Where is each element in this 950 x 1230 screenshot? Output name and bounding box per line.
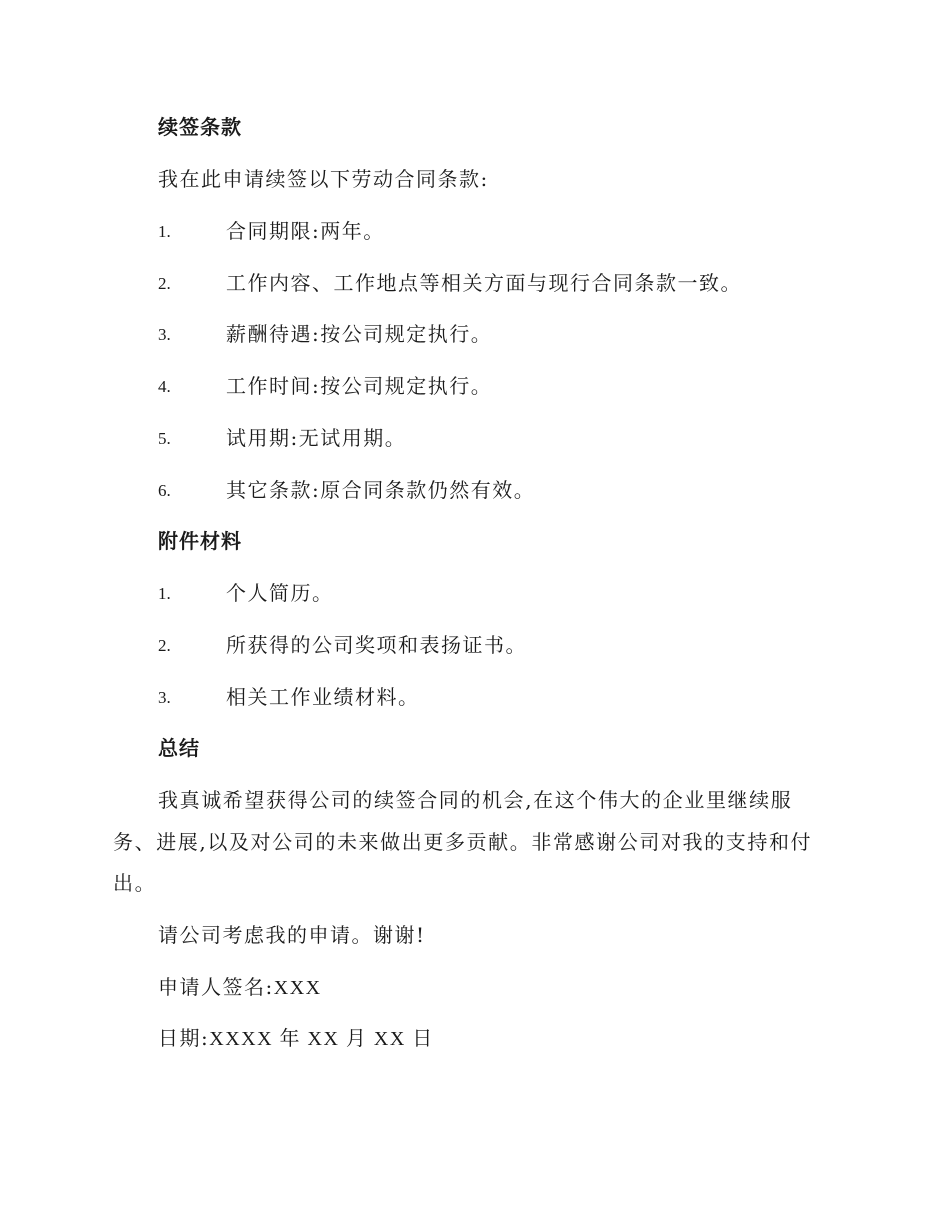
list-text: 所获得的公司奖项和表扬证书。 <box>226 633 527 657</box>
list-number: 2. <box>158 636 171 655</box>
section-heading-renewal-terms: 续签条款 <box>158 115 242 139</box>
list-number: 2. <box>158 274 171 293</box>
renewal-intro: 我在此申请续签以下劳动合同条款: <box>158 167 489 191</box>
list-text: 个人简历。 <box>226 581 334 605</box>
signature-line <box>158 974 322 1001</box>
renewal-term-item <box>158 270 858 296</box>
date-value: XXXX 年 XX 月 XX 日 <box>209 1028 434 1050</box>
list-number: 6. <box>158 481 171 500</box>
renewal-term-item <box>158 477 858 503</box>
section-heading-summary: 总结 <box>158 736 200 760</box>
closing-request: 请公司考虑我的申请。谢谢! <box>158 923 426 947</box>
signature-value: XXX <box>273 977 322 999</box>
renewal-term-item <box>158 373 858 399</box>
summary-paragraph-line: 出。 <box>113 871 157 895</box>
section-heading-attachments: 附件材料 <box>158 529 242 553</box>
list-number: 4. <box>158 377 171 396</box>
summary-paragraph-line: 我真诚希望获得公司的续签合同的机会,在这个伟大的企业里继续服 <box>158 788 793 812</box>
renewal-term-item <box>158 425 858 451</box>
attachment-item <box>158 580 858 606</box>
renewal-term-item <box>158 218 858 244</box>
list-text: 工作内容、工作地点等相关方面与现行合同条款一致。 <box>226 271 742 295</box>
list-text: 薪酬待遇:按公司规定执行。 <box>226 322 493 346</box>
list-text: 合同期限:两年。 <box>226 219 385 243</box>
list-number: 3. <box>158 325 171 344</box>
summary-paragraph-line: 务、进展,以及对公司的未来做出更多贡献。非常感谢公司对我的支持和付 <box>113 830 813 854</box>
list-text: 工作时间:按公司规定执行。 <box>226 374 493 398</box>
date-line <box>158 1025 434 1052</box>
attachment-item <box>158 684 858 710</box>
list-number: 5. <box>158 429 171 448</box>
list-number: 1. <box>158 222 171 241</box>
list-text: 其它条款:原合同条款仍然有效。 <box>226 478 536 502</box>
list-number: 3. <box>158 688 171 707</box>
attachment-item <box>158 632 858 658</box>
renewal-term-item <box>158 321 858 347</box>
signature-label: 申请人签名: <box>158 975 274 999</box>
list-text: 相关工作业绩材料。 <box>226 685 420 709</box>
list-text: 试用期:无试用期。 <box>226 426 407 450</box>
date-label: 日期: <box>158 1026 210 1050</box>
list-number: 1. <box>158 584 171 603</box>
